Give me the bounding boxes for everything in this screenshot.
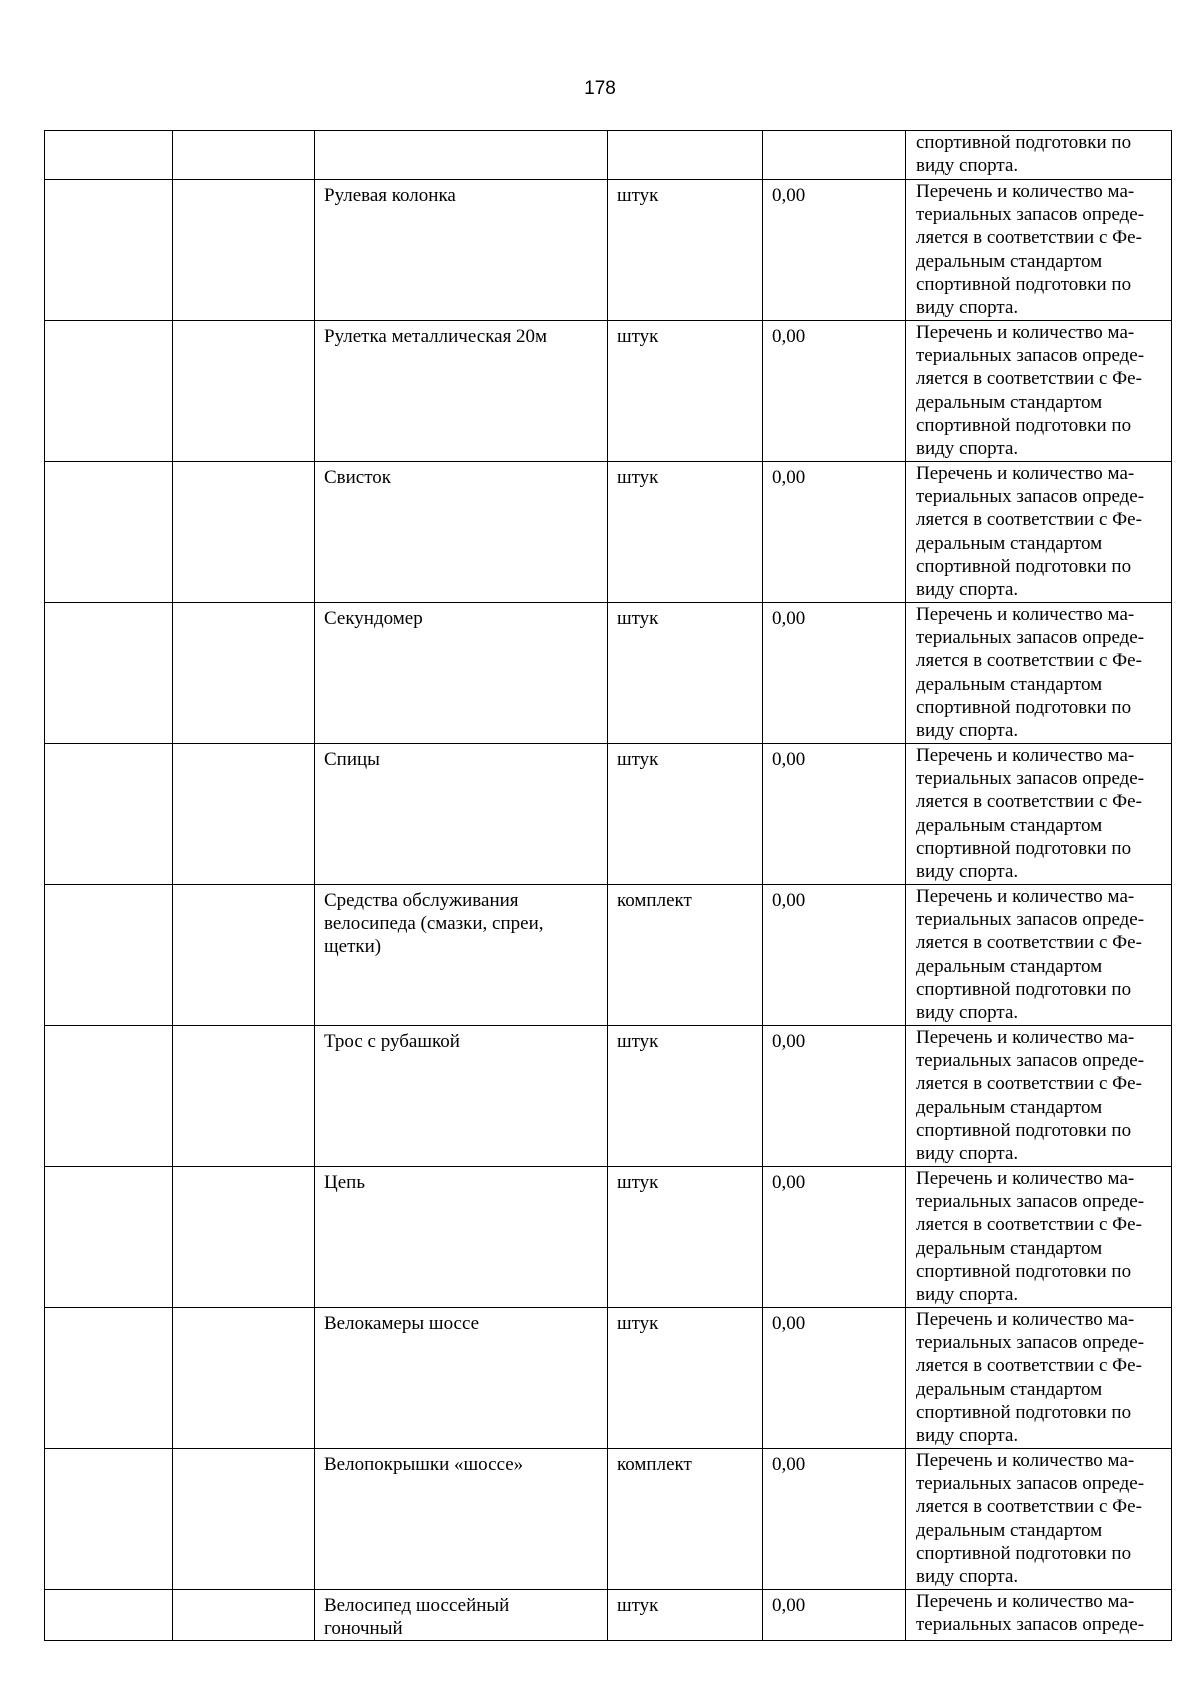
note-cell xyxy=(906,131,1172,180)
unit-cell xyxy=(608,131,763,180)
note-line: деральным стандартом xyxy=(916,1096,1103,1118)
note-line: виду спорта. xyxy=(916,1284,1019,1306)
table-row xyxy=(45,321,1172,462)
item-quantity-cell: 0,00 xyxy=(763,1449,906,1590)
item-name-line: Велосипед шоссейный xyxy=(324,1595,510,1616)
note-line: виду спорта. xyxy=(916,297,1019,319)
note-line: деральным стандартом xyxy=(916,391,1103,413)
name-cell xyxy=(315,131,608,180)
note-line: териальных запасов опреде- xyxy=(916,486,1145,508)
note-line: спортивной подготовки по xyxy=(916,1260,1132,1282)
item-name-line: гоночный xyxy=(324,1618,403,1640)
item-name-cell xyxy=(315,1026,608,1167)
note-line: виду спорта. xyxy=(916,1143,1019,1165)
item-name-line: Велопокрышки «шоссе» xyxy=(324,1454,524,1475)
note-line: Перечень и количество ма- xyxy=(916,322,1135,343)
column-2-cell xyxy=(173,1449,315,1590)
column-2-cell xyxy=(173,1026,315,1167)
note-line: ляется в соответствии с Фе- xyxy=(916,368,1142,390)
item-name-line: Рулевая колонка xyxy=(324,185,456,206)
item-unit-cell: штук xyxy=(608,1026,763,1167)
item-quantity-cell: 0,00 xyxy=(763,462,906,603)
note-line: ляется в соответствии с Фе- xyxy=(916,227,1142,249)
item-name-line: Средства обслуживания xyxy=(324,890,519,911)
quantity-cell xyxy=(763,131,906,180)
item-quantity-cell: 0,00 xyxy=(763,1308,906,1449)
item-quantity-cell: 0,00 xyxy=(763,1590,906,1641)
item-note-cell xyxy=(906,603,1172,744)
note-line: териальных запасов опреде- xyxy=(916,909,1145,931)
note-line: Перечень и количество ма- xyxy=(916,886,1135,907)
note-line: ляется в соответствии с Фе- xyxy=(916,1073,1142,1095)
item-note-cell xyxy=(906,1167,1172,1308)
note-line: деральным стандартом xyxy=(916,955,1103,977)
item-name-cell xyxy=(315,321,608,462)
item-name-line: велосипеда (смазки, спреи, xyxy=(324,913,544,935)
table-row xyxy=(45,744,1172,885)
item-note-cell xyxy=(906,1308,1172,1449)
note-line: териальных запасов опреде- xyxy=(916,1191,1145,1213)
item-note-cell xyxy=(906,1026,1172,1167)
item-unit-cell: штук xyxy=(608,744,763,885)
item-note-cell xyxy=(906,885,1172,1026)
column-1-cell xyxy=(45,1167,173,1308)
item-unit-cell: штук xyxy=(608,1308,763,1449)
item-name-line: Рулетка металлическая 20м xyxy=(324,326,548,347)
column-1-cell xyxy=(45,321,173,462)
page-number: 178 xyxy=(584,78,616,99)
item-unit-cell: штук xyxy=(608,462,763,603)
note-line: Перечень и количество ма- xyxy=(916,1309,1135,1330)
column-1-cell xyxy=(45,603,173,744)
item-unit-cell: штук xyxy=(608,603,763,744)
table-row xyxy=(45,1590,1172,1641)
note-line: спортивной подготовки по xyxy=(916,414,1132,436)
note-line: спортивной подготовки по xyxy=(916,1119,1132,1141)
note-line: ляется в соответствии с Фе- xyxy=(916,932,1142,954)
note-line: ляется в соответствии с Фе- xyxy=(916,791,1142,813)
item-unit-cell: штук xyxy=(608,1590,763,1641)
item-quantity-cell: 0,00 xyxy=(763,885,906,1026)
item-name-cell xyxy=(315,603,608,744)
item-note-cell xyxy=(906,744,1172,885)
note-line: териальных запасов опреде- xyxy=(916,204,1145,226)
note-line: виду спорта. xyxy=(916,861,1019,883)
column-1-cell xyxy=(45,885,173,1026)
item-note-cell xyxy=(906,462,1172,603)
item-name-cell xyxy=(315,1590,608,1641)
column-1-cell xyxy=(45,462,173,603)
table-row xyxy=(45,603,1172,744)
table-row xyxy=(45,180,1172,321)
note-line: деральным стандартом xyxy=(916,1237,1103,1259)
note-line: териальных запасов опреде- xyxy=(916,768,1145,790)
note-line: Перечень и количество ма- xyxy=(916,745,1135,766)
item-quantity-cell: 0,00 xyxy=(763,744,906,885)
column-2-cell xyxy=(173,885,315,1026)
item-quantity-cell: 0,00 xyxy=(763,321,906,462)
note-line: спортивной подготовки по xyxy=(916,978,1132,1000)
column-1-cell xyxy=(45,1590,173,1641)
item-name-cell xyxy=(315,885,608,1026)
note-line: териальных запасов опреде- xyxy=(916,1050,1145,1072)
note-line: виду спорта. xyxy=(916,1002,1019,1024)
note-line: ляется в соответствии с Фе- xyxy=(916,650,1142,672)
item-unit-cell: комплект xyxy=(608,885,763,1026)
note-line: ляется в соответствии с Фе- xyxy=(916,1214,1142,1236)
note-line: деральным стандартом xyxy=(916,1378,1103,1400)
column-2-cell xyxy=(173,321,315,462)
table-row xyxy=(45,1449,1172,1590)
item-quantity-cell: 0,00 xyxy=(763,180,906,321)
note-line: виду спорта. xyxy=(916,155,1019,177)
item-unit-cell: штук xyxy=(608,1167,763,1308)
note-line: виду спорта. xyxy=(916,438,1019,460)
table-row-continued xyxy=(45,131,1172,180)
note-line: спортивной подготовки по xyxy=(916,696,1132,718)
note-line: ляется в соответствии с Фе- xyxy=(916,1355,1142,1377)
note-line: спортивной подготовки по xyxy=(916,555,1132,577)
note-line: спортивной подготовки по xyxy=(916,837,1132,859)
item-name-cell xyxy=(315,180,608,321)
column-2-cell xyxy=(173,1590,315,1641)
column-2-cell xyxy=(173,462,315,603)
note-line: спортивной подготовки по xyxy=(916,1401,1132,1423)
item-name-line: Секундомер xyxy=(324,608,423,629)
item-name-line: Спицы xyxy=(324,749,380,770)
note-line: спортивной подготовки по xyxy=(916,273,1132,295)
item-name-cell xyxy=(315,1449,608,1590)
column-1-cell xyxy=(45,744,173,885)
note-line: деральным стандартом xyxy=(916,250,1103,272)
column-1-cell xyxy=(45,1308,173,1449)
materials-table-body xyxy=(45,131,1172,1641)
column-2-cell xyxy=(173,131,315,180)
item-name-line: Цепь xyxy=(324,1172,365,1193)
note-line: териальных запасов опреде- xyxy=(916,1332,1145,1354)
item-quantity-cell: 0,00 xyxy=(763,1167,906,1308)
note-line: Перечень и количество ма- xyxy=(916,181,1135,202)
column-2-cell xyxy=(173,1308,315,1449)
item-name-cell xyxy=(315,744,608,885)
note-line: спортивной подготовки по xyxy=(916,132,1132,153)
note-line: териальных запасов опреде- xyxy=(916,1614,1145,1636)
note-line: ляется в соответствии с Фе- xyxy=(916,509,1142,531)
note-line: Перечень и количество ма- xyxy=(916,1450,1135,1471)
item-note-cell xyxy=(906,321,1172,462)
note-line: деральным стандартом xyxy=(916,1519,1103,1541)
note-line: Перечень и количество ма- xyxy=(916,1027,1135,1048)
item-name-cell xyxy=(315,462,608,603)
note-line: виду спорта. xyxy=(916,1425,1019,1447)
item-name-line: Свисток xyxy=(324,467,392,488)
item-note-cell xyxy=(906,1449,1172,1590)
item-name-cell xyxy=(315,1308,608,1449)
note-line: деральным стандартом xyxy=(916,532,1103,554)
item-unit-cell: комплект xyxy=(608,1449,763,1590)
materials-table xyxy=(44,130,1172,1641)
note-line: деральным стандартом xyxy=(916,673,1103,695)
note-line: Перечень и количество ма- xyxy=(916,604,1135,625)
note-line: териальных запасов опреде- xyxy=(916,345,1145,367)
note-line: ляется в соответствии с Фе- xyxy=(916,1496,1142,1518)
note-line: виду спорта. xyxy=(916,579,1019,601)
item-unit-cell: штук xyxy=(608,180,763,321)
table-row xyxy=(45,1308,1172,1449)
column-1-cell xyxy=(45,180,173,321)
note-line: Перечень и количество ма- xyxy=(916,463,1135,484)
item-note-cell xyxy=(906,1590,1172,1641)
note-line: виду спорта. xyxy=(916,720,1019,742)
column-2-cell xyxy=(173,744,315,885)
column-2-cell xyxy=(173,1167,315,1308)
column-1-cell xyxy=(45,1449,173,1590)
item-name-line: Трос с рубашкой xyxy=(324,1031,460,1052)
item-note-cell xyxy=(906,180,1172,321)
column-1-cell xyxy=(45,131,173,180)
column-2-cell xyxy=(173,603,315,744)
note-line: териальных запасов опреде- xyxy=(916,1473,1145,1495)
note-line: виду спорта. xyxy=(916,1566,1019,1588)
column-2-cell xyxy=(173,180,315,321)
note-line: териальных запасов опреде- xyxy=(916,627,1145,649)
note-line: Перечень и количество ма- xyxy=(916,1591,1135,1612)
table-row xyxy=(45,1167,1172,1308)
table-row xyxy=(45,462,1172,603)
column-1-cell xyxy=(45,1026,173,1167)
item-quantity-cell: 0,00 xyxy=(763,1026,906,1167)
note-line: спортивной подготовки по xyxy=(916,1542,1132,1564)
item-name-line: щетки) xyxy=(324,936,382,958)
table-row xyxy=(45,1026,1172,1167)
item-unit-cell: штук xyxy=(608,321,763,462)
item-quantity-cell: 0,00 xyxy=(763,603,906,744)
item-name-cell xyxy=(315,1167,608,1308)
note-line: деральным стандартом xyxy=(916,814,1103,836)
item-name-line: Велокамеры шоссе xyxy=(324,1313,480,1334)
note-line: Перечень и количество ма- xyxy=(916,1168,1135,1189)
table-row xyxy=(45,885,1172,1026)
